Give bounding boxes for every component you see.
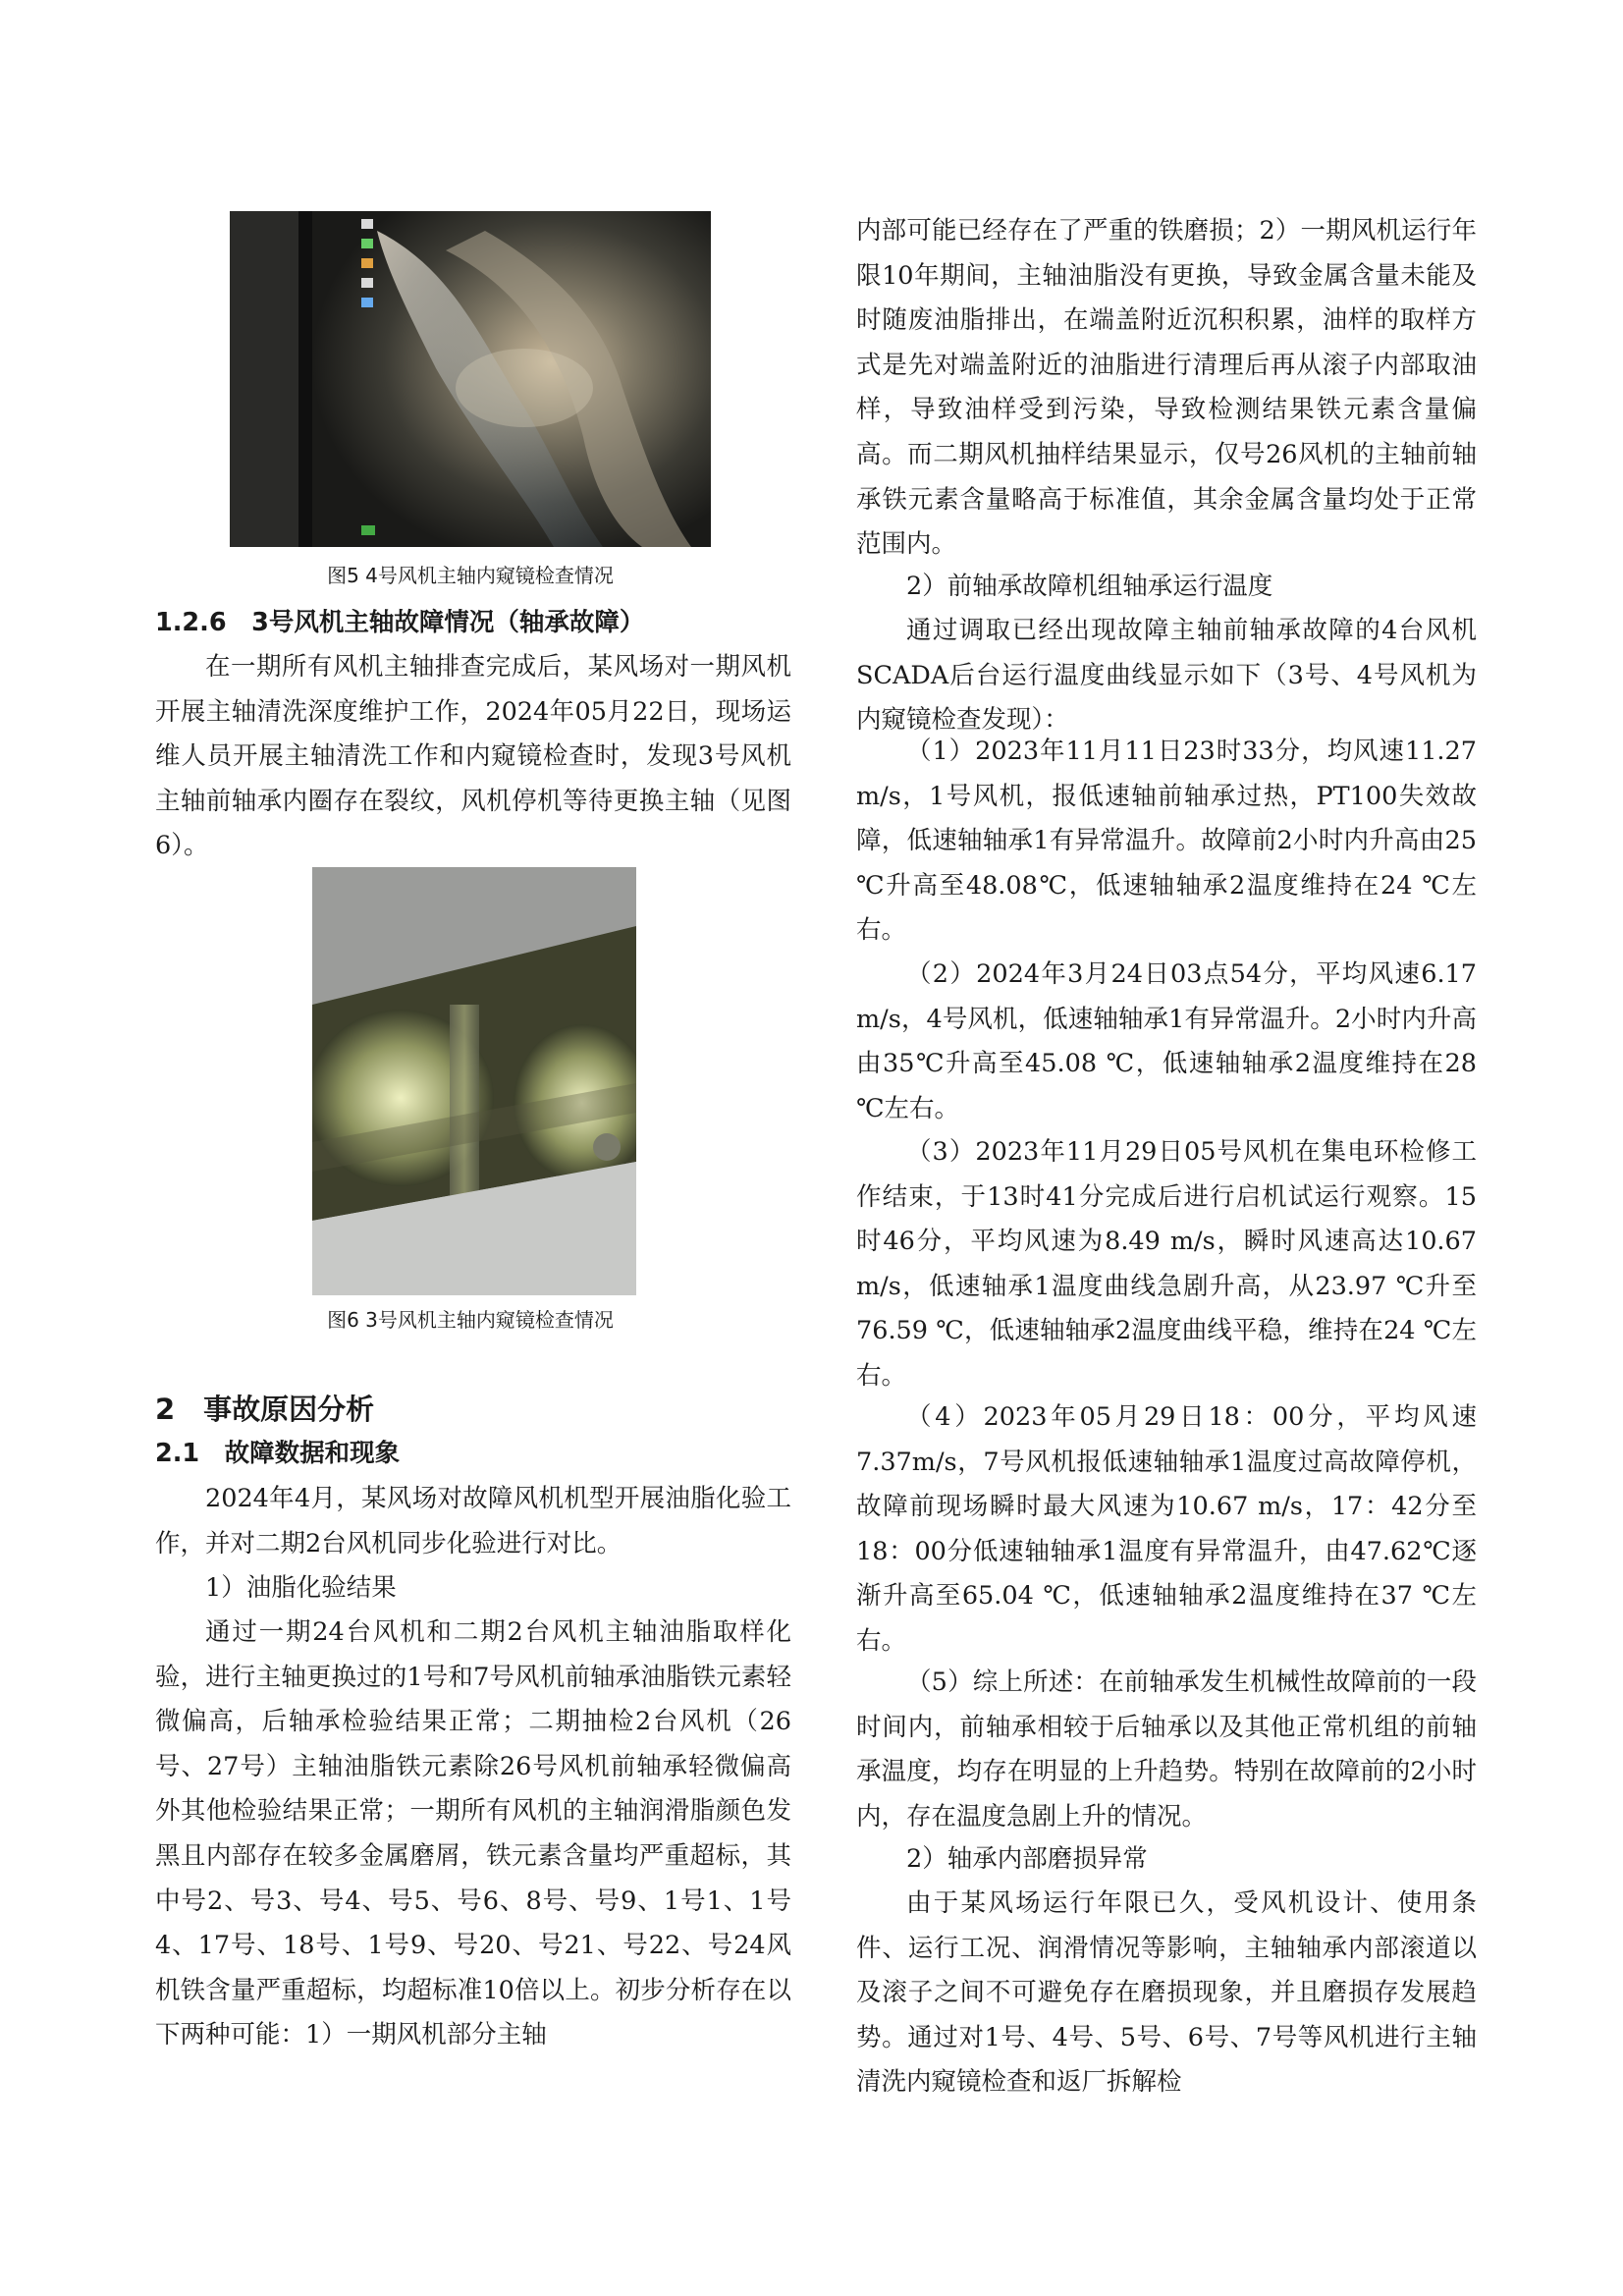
list-item-1: （1）2023年11月11日23时33分，均风速11.27 m/s，1号风机，报低速轴前轴承过热，PT100失效故障，低速轴轴承1有异常温升。故障前2小时内升高由25 ℃升高至48.08℃，低速轴轴承2温度维持在24 ℃左右。 — [856, 737, 1502, 946]
list-item-2: （2）2024年3月24日03点54分，平均风速6.17 m/s，4号风机，低速轴轴承1有异常温升。2小时内升高由35℃升高至45.08 ℃，低速轴轴承2温度维持在28 ℃左右。 — [856, 959, 1477, 1123]
figure-5-caption: 图5 4号风机主轴内窥镜检查情况 — [327, 564, 614, 587]
figure-6-caption: 图6 3号风机主轴内窥镜检查情况 — [327, 1308, 614, 1332]
subheading-bearing-temperature: 2）前轴承故障机组轴承运行温度 — [906, 572, 1273, 601]
section-heading-2-1: 2.1 故障数据和现象 — [155, 1439, 401, 1468]
paragraph-grease-test-intro: 2024年4月，某风场对故障风机机型开展油脂化验工作，并对二期2台风机同步化验进行对比。 — [155, 1484, 791, 1558]
list-item-3: （3）2023年11月29日05号风机在集电环检修工作结束，于13时41分完成后进行启机试运行观察。15时46分，平均风速为8.49 m/s，瞬时风速高达10.67 m/s，低速轴承1温度曲线急剧升高，从23.97 ℃升至76.59 ℃，低速轴轴承2温度曲线平稳，维持在24 ℃左右。 — [856, 1137, 1477, 1391]
paragraph-scada-intro: 通过调取已经出现故障主轴前轴承故障的4台风机SCADA后台运行温度曲线显示如下（3号、4号风机为内窥镜检查发现）： — [856, 616, 1477, 736]
subheading-internal-wear: 2）轴承内部磨损异常 — [906, 1844, 1148, 1874]
paragraph-internal-wear: 由于某风场运行年限已久，受风机设计、使用条件、运行工况、润滑情况等影响，主轴轴承内部滚道以及滚子之间不可避免存在磨损现象，并且磨损存发展趋势。通过对1号、4号、5号、6号、7号等风机进行主轴清洗内窥镜检查和返厂拆解检 — [856, 1888, 1477, 2098]
paragraph-3-fan-bearing-fault: 在一期所有风机主轴排查完成后，某风场对一期风机开展主轴清洗深度维护工作，2024年05月22日，现场运维人员开展主轴清洗工作和内窥镜检查时，发现3号风机主轴前轴承内圈存在裂纹，风机停机等待更换主轴（见图6）。 — [155, 652, 791, 861]
figure-5-endoscope-photo — [230, 211, 711, 547]
paragraph-wear-possibilities: 内部可能已经存在了严重的铁磨损；2）一期风机运行年限10年期间，主轴油脂没有更换，导致金属含量未能及时随废油脂排出，在端盖附近沉积积累，油样的取样方式是先对端盖附近的油脂进行清理后再从滚子内部取油样，导致油样受到污染，导致检测结果铁元素含量偏高。而二期风机抽样结果显示，仅号26风机的主轴前轴承铁元素含量略高于标准值，其余金属含量均处于正常范围内。 — [856, 216, 1477, 560]
figure-6-image — [312, 867, 636, 1295]
section-heading-2: 2 事故原因分析 — [155, 1393, 375, 1426]
section-heading-1-2-6: 1.2.6 3号风机主轴故障情况（轴承故障） — [155, 608, 645, 637]
figure-5-image — [230, 211, 711, 547]
paragraph-grease-results: 通过一期24台风机和二期2台风机主轴油脂取样化验，进行主轴更换过的1号和7号风机前轴承油脂铁元素轻微偏高，后轴承检验结果正常；二期抽检2台风机（26号、27号）主轴油脂铁元素除26号风机前轴承轻微偏高外其他检验结果正常；一期所有风机的主轴润滑脂颜色发黑且内部存在较多金属磨屑，铁元素含量均严重超标，其中号2、号3、号4、号5、号6、8号、号9、1号1、1号4、17号、18号、1号9、号20、号21、号22、号24风机铁含量严重超标，均超标准10倍以上。初步分析存在以下两种可能：1）一期风机部分主轴 — [155, 1617, 791, 2050]
list-item-4: （4）2023年05月29日18：00分，平均风速7.37m/s，7号风机报低速轴轴承1温度过高故障停机，故障前现场瞬时最大风速为10.67 m/s，17：42分至18：00分低速轴轴承1温度有异常温升，由47.62℃逐渐升高至65.04 ℃，低速轴轴承2温度维持在37 ℃左右。 — [856, 1402, 1477, 1656]
list-item-5: （5）综上所述：在前轴承发生机械性故障前的一段时间内，前轴承相较于后轴承以及其他正常机组的前轴承温度，均存在明显的上升趋势。特别在故障前的2小时内，存在温度急剧上升的情况。 — [856, 1667, 1477, 1831]
figure-6-endoscope-photo — [312, 867, 636, 1295]
subheading-grease-results: 1）油脂化验结果 — [205, 1573, 397, 1603]
